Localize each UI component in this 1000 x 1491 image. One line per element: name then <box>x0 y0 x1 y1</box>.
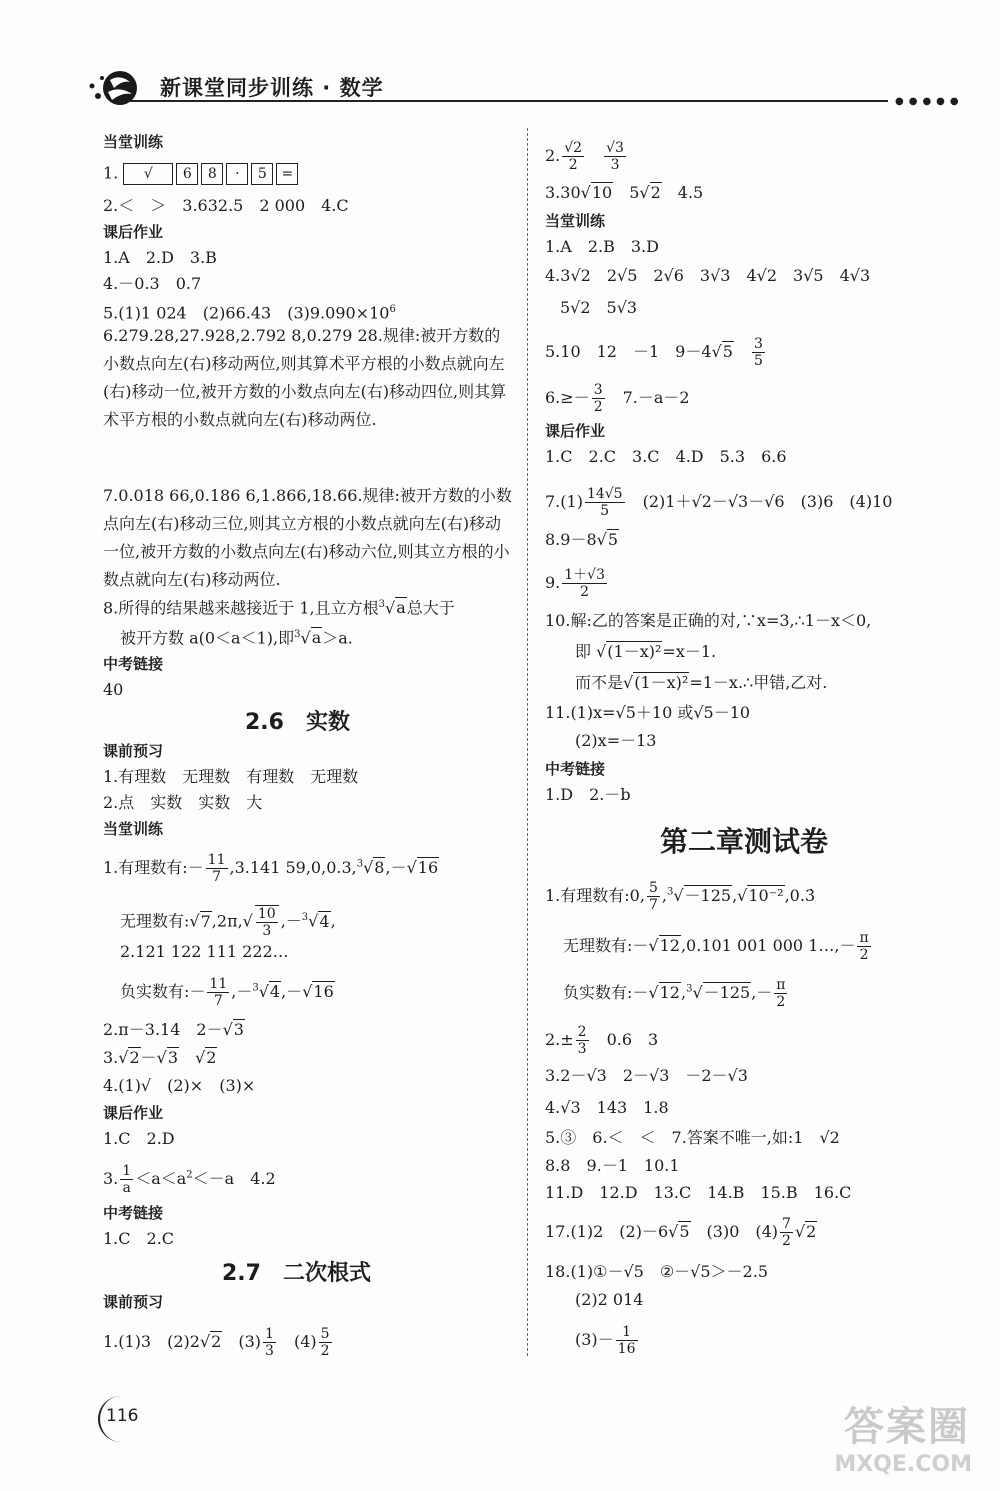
heading-zhongkao-2: 中考链接 <box>103 1204 164 1222</box>
answer-line: 8.8 9.－1 10.1 <box>545 1156 680 1175</box>
answer-line: 2.＜ ＞ 3.632.5 2 000 4.C <box>103 196 349 215</box>
answer-line: 8.9－8√5 <box>545 530 619 549</box>
calculator-key: 8 <box>201 163 223 185</box>
answer-line: 1.有理数有:－ $\frac{11}{7}$ ,3.141 59,0,0.3,$^3$√8,－√16 <box>103 852 439 885</box>
answer-line: 11.(1)x=√5＋10 或√5－10 <box>545 703 751 722</box>
answer-line: 即 √(1－x)²=x－1. <box>575 642 717 661</box>
answer-line: 11.D 12.D 13.C 14.B 15.B 16.C <box>545 1183 852 1202</box>
watermark-logo: 答案圈 <box>844 1404 970 1450</box>
answer-line: (3)－ $\frac{1}{16}$ <box>575 1324 636 1357</box>
column-divider <box>527 128 528 1356</box>
answer-line: 3.30√10 5√2 4.5 <box>545 183 704 202</box>
answer-line: 9. $\frac{1+√3}{2}$ <box>545 567 606 600</box>
answer-line: 5√2 5√3 <box>560 298 638 317</box>
answer-line: 负实数有:－ $\frac{11}{7}$ ,－$^3$√4,－√16 <box>120 976 334 1009</box>
chapter-test-title: 第二章测试卷 <box>660 825 829 858</box>
heading-dangtang-1: 当堂训练 <box>103 133 164 151</box>
heading-dangtang-2: 当堂训练 <box>103 820 164 838</box>
answer-line: 4.－0.3 0.7 <box>103 274 202 293</box>
watermark-url: MXQE.COM <box>834 1452 972 1477</box>
answer-line: 4.3√2 2√5 2√6 3√3 4√2 3√5 4√3 <box>545 266 871 285</box>
header-dots: ●●●●● <box>895 96 964 107</box>
heading-zhongkao-3: 中考链接 <box>545 760 606 778</box>
answer-line: 被开方数 a(0＜a＜1),即$^3$√a＞a. <box>120 628 353 648</box>
answer-line: 6.≥－ $\frac{3}{2}$ 7.－a－2 <box>545 382 690 415</box>
heading-keqian-1: 课前预习 <box>103 742 164 760</box>
calculator-key: · <box>226 163 248 185</box>
answer-line: 3. $\frac{1}{a}$ $<a<a^2<-a$ 4.2 <box>103 1163 276 1196</box>
answer-line: 7.(1) $\frac{14√5}{5}$ (2)1＋√2－√3－√6 (3)6 (4)10 <box>545 486 893 519</box>
answer-line: 1.C 2.D <box>103 1129 175 1148</box>
answer-line: 5.10 12 －1 9－4√5 $\frac{3}{5}$ <box>545 336 763 369</box>
answer-line: 4.(1)√ (2)× (3)× <box>103 1076 256 1095</box>
answer-line: 18.(1)①－√5 ②－√5＞－2.5 <box>545 1262 768 1281</box>
heading-kehou-1: 课后作业 <box>103 223 164 241</box>
answer-line: 40 <box>103 680 124 699</box>
heading-zhongkao-1: 中考链接 <box>103 655 164 673</box>
answer-line: 无理数有:√7,2π,√ $\frac{10}{3}$ ,－$^3$√4, <box>120 906 336 939</box>
answer-line: 17.(1)2 (2)－6√5 (3)0 (4) $\frac{7}{2}$ √2 <box>545 1216 817 1249</box>
answer-line: 1.C 2.C 3.C 4.D 5.3 6.6 <box>545 447 787 466</box>
calculator-key: 6 <box>176 163 198 185</box>
heading-kehou-3: 课后作业 <box>545 422 606 440</box>
answer-line: 1.有理数 无理数 有理数 无理数 <box>103 767 359 786</box>
header-rule <box>128 100 888 102</box>
answer-line: 而不是√(1－x)²=1－x.∴甲错,乙对. <box>575 673 828 692</box>
answer-line: 负实数有:－√12,$^3$√－125,－ $\frac{\pi}{2}$ <box>563 977 786 1010</box>
calculator-key: √ <box>123 163 173 185</box>
answer-paragraph: 7.0.018 66,0.186 6,1.866,18.66.规律:被开方数的小数点向左(右)移动三位,则其立方根的小数点就向左(右)移动一位,被开方数的小数点向左(右)移动六位,则其立方根的小数点就向左(右)移动两位. <box>103 486 512 589</box>
page-number: 116 <box>106 1406 139 1426</box>
answer-line: 5.③ 6.＜ ＜ 7.答案不唯一,如:1 √2 <box>545 1128 840 1147</box>
answer-line: 1.A 2.D 3.B <box>103 248 217 267</box>
section-title-2-6: 2.6 实数 <box>245 710 350 735</box>
answer-line: 3.√2－√3 √2 <box>103 1048 217 1067</box>
answer-line: 2.点 实数 实数 大 <box>103 793 263 812</box>
answer-line: 4.√3 143 1.8 <box>545 1098 669 1117</box>
answer-line: 3.2－√3 2－√3 －2－√3 <box>545 1066 748 1085</box>
answer-line: 2.π－3.14 2－√3 <box>103 1020 244 1039</box>
answer-line: 1.(1)3 (2)2√2 (3) $\frac{1}{3}$ (4) $\frac{5}{2}$ <box>103 1326 330 1359</box>
answer-line: 2. $\frac{√2}{2}$ $\frac{√3}{3}$ <box>545 140 624 173</box>
calculator-key: 5 <box>251 163 273 185</box>
answer-line: (2)x=－13 <box>575 731 657 750</box>
book-logo-icon <box>84 66 142 110</box>
answer-line: 1.C 2.C <box>103 1229 175 1248</box>
answer-line: 无理数有:－√12,0.101 001 000 1…,－ $\frac{\pi}{2}$ <box>563 930 869 963</box>
answer-line: 5.(1)1 024 (2)66.43 $(3)9.090\times 10^6$ <box>103 303 396 323</box>
answer-line: 2.± $\frac{2}{3}$ 0.6 3 <box>545 1024 659 1057</box>
answer-paragraph: 6.279.28,27.928,2.792 8,0.279 28.规律:被开方数的小数点向左(右)移动两位,则其算术平方根的小数点就向左(右)移动一位,被开方数的小数点向左(右)移动四位,则其算术平方根的小数点就向左(右)移动两位. <box>103 326 507 429</box>
calculator-keys <box>123 163 301 185</box>
answer-line: 8.所得的结果越来越接近于 1,且立方根$^3$√a总大于 <box>103 598 455 618</box>
heading-kehou-2: 课后作业 <box>103 1104 164 1122</box>
answer-line: 10.解:乙的答案是正确的对,∵x=3,∴1－x＜0, <box>545 611 872 630</box>
answer-line: 1. √ 6 8 · 5 = <box>103 163 301 185</box>
heading-dangtang-3: 当堂训练 <box>545 212 606 230</box>
answer-line: (2)2 014 <box>575 1290 644 1309</box>
section-title-2-7: 2.7 二次根式 <box>222 1261 371 1286</box>
answer-line: 1.有理数有:0, $\frac{5}{7}$ ,$^3$√－125,√10⁻²,0.3̇ <box>545 880 816 913</box>
answer-line: 1.A 2.B 3.D <box>545 237 659 256</box>
header-title: 新课堂同步训练 · 数学 <box>160 76 384 100</box>
answer-line: 2.121 122 111 222… <box>120 942 289 961</box>
heading-keqian-2: 课前预习 <box>103 1293 164 1311</box>
calculator-key: = <box>276 163 298 185</box>
answer-line: 1.D 2.－b <box>545 785 631 804</box>
